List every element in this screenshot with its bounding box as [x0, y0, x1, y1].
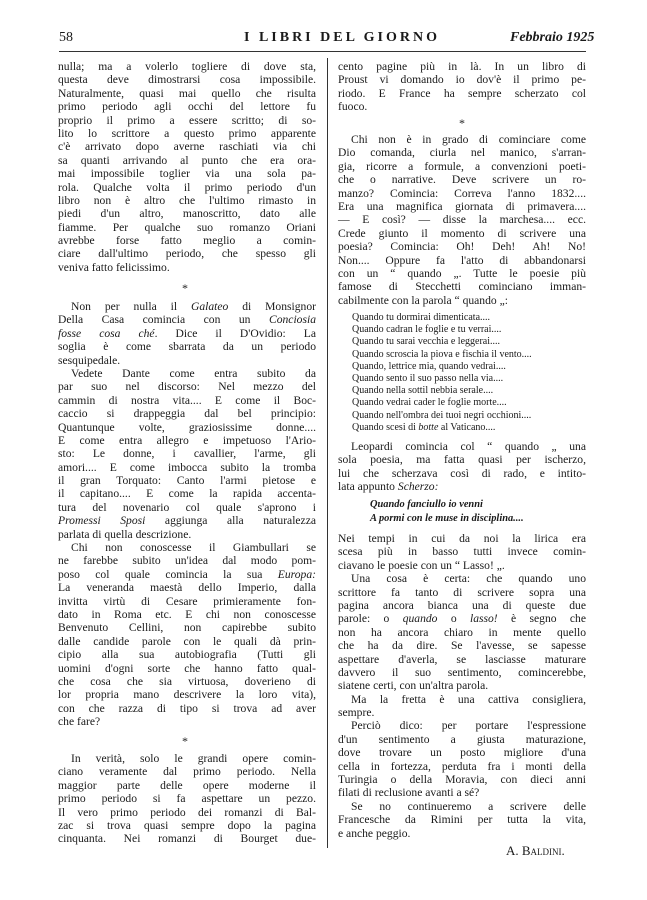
text-line	[58, 127, 316, 140]
text-run: caccio si drappeggia dal bel principio:	[58, 407, 316, 421]
text-line	[58, 434, 316, 447]
text-line	[338, 719, 586, 732]
text-line	[352, 410, 586, 422]
text-line	[338, 73, 586, 86]
text-run: scesa più in basso tutti invece comin-	[338, 545, 586, 559]
text-line	[58, 181, 316, 194]
text-line	[338, 467, 586, 480]
text-line	[58, 675, 316, 688]
text-run: Quando, lettrice mia, quando vedrai....	[352, 360, 506, 372]
text-run: con che razza di tipo si trova ad aver	[58, 701, 316, 715]
verse-quotation	[370, 498, 580, 525]
text-line	[58, 514, 316, 527]
paragraph-block	[58, 300, 316, 729]
text-line	[58, 702, 316, 715]
text-line	[338, 760, 586, 773]
text-line	[58, 621, 316, 634]
text-line	[338, 440, 586, 453]
text-line	[58, 792, 316, 805]
text-run: lor propria mano descrivere la loro vita),	[58, 688, 316, 702]
text-line	[338, 599, 586, 612]
text-run: tura del novenario col quale s'aprono i	[58, 500, 316, 514]
text-line	[58, 568, 316, 581]
paragraph-block	[338, 440, 586, 494]
text-run: che fare?	[58, 715, 101, 729]
text-line	[58, 487, 316, 500]
text-run: nulla; ma a volerlo togliere di dove sta,	[58, 60, 316, 73]
text-run: famose di Stecchetti cominciano imman-	[338, 280, 586, 294]
text-line	[58, 474, 316, 487]
text-run: questa deve dimostrarsi cosa impossibile.	[58, 73, 316, 87]
text-line	[352, 373, 586, 385]
paragraph-block	[338, 133, 586, 307]
text-run: gia, ricorre a formule, a convenzioni poeti-	[338, 159, 586, 173]
text-line	[338, 227, 586, 240]
text-line	[370, 498, 580, 512]
text-line	[58, 765, 316, 778]
text-line	[352, 385, 586, 397]
text-line	[58, 327, 316, 340]
text-line	[58, 140, 316, 153]
text-run: e anche peggio.	[338, 826, 411, 840]
text-run: piedi d'un altro, manoscritto, dato alle	[58, 207, 316, 221]
text-line	[338, 572, 586, 585]
text-line	[338, 612, 586, 625]
text-line	[58, 87, 316, 100]
text-run: sa quanti arrivando al punto che era ora-	[58, 153, 316, 167]
text-run: Chi non è in grado di cominciare come	[351, 133, 586, 146]
text-run: ciare dall'ultimo periodo, che spesso gli	[58, 247, 316, 261]
text-line	[58, 234, 316, 247]
text-run: Benvenuto Cellini, non capirebbe subito	[58, 621, 316, 635]
text-run: che o narrative. Deve scrivere un ro-	[338, 173, 586, 187]
text-run: cammin di nostra vita.... E come il Boc-	[58, 393, 316, 407]
text-run: maggior parte delle opere moderne il	[58, 778, 316, 792]
text-run: mai impossibile toglier via una sola pa-	[58, 167, 316, 181]
text-line	[338, 800, 586, 813]
italic-text: botte	[418, 421, 439, 433]
text-line	[338, 146, 586, 159]
text-run: manzo? Comincia: Correva l'anno 1832....	[338, 186, 586, 200]
text-line	[58, 154, 316, 167]
text-run: proprio il primo a essere scritto; di so-	[58, 113, 316, 127]
text-line	[338, 87, 586, 100]
text-line	[338, 813, 586, 826]
text-line	[338, 545, 586, 558]
text-line	[352, 324, 586, 336]
text-run: Quando fanciullo io venni	[370, 499, 483, 510]
text-line	[338, 746, 586, 759]
text-line	[338, 240, 586, 253]
text-run: E come entra allegro e impetuoso l'Ario-	[58, 433, 316, 447]
text-run: Crede giunto il momento di scrivere una	[338, 226, 586, 240]
text-run: aspettare d'averla, se lasciasse maturare	[338, 652, 586, 666]
text-run: al Vaticano....	[438, 421, 496, 433]
text-run: cipio alla sua autobiografia (Tutti gli	[58, 648, 316, 662]
text-line	[58, 60, 316, 73]
text-line	[58, 461, 316, 474]
text-line	[58, 752, 316, 765]
text-line	[338, 213, 586, 226]
text-run: . Dice il D'Ovidio: La	[154, 326, 317, 340]
text-run: A pormi con le muse in disciplina....	[370, 512, 524, 524]
text-run: pagina ancora bianca una di queste due	[338, 598, 586, 612]
text-line	[58, 247, 316, 260]
text-run: cabilmente con la parola “ quando „:	[338, 293, 508, 307]
text-line	[338, 254, 586, 267]
text-line	[338, 480, 586, 493]
text-line	[338, 639, 586, 652]
text-run: siatene certi, con un'altra parola.	[338, 679, 489, 693]
text-run: ciavano le poesie con un “ Lasso! „.	[338, 558, 505, 572]
text-line	[58, 313, 316, 326]
text-run: La veneranda maestà dello Imperio, dalla	[58, 581, 316, 595]
poem-quotation	[352, 312, 586, 434]
text-line	[58, 832, 316, 845]
text-line	[58, 554, 316, 567]
text-run: Naturalmente, quasi mai quello che risulta	[58, 86, 316, 100]
italic-text: Galateo	[190, 300, 229, 313]
text-line	[58, 367, 316, 380]
text-line	[352, 312, 586, 324]
text-run: Il vero primo periodo dei romanzi di Bal-	[58, 805, 316, 819]
text-line	[338, 706, 586, 719]
text-line	[338, 653, 586, 666]
text-line	[58, 715, 316, 728]
text-line	[338, 267, 586, 280]
text-run: lito lo scrittore a questo primo apparente	[58, 126, 316, 140]
text-line	[338, 586, 586, 599]
text-line	[338, 733, 586, 746]
text-run: zac si trova quasi sempre dopo la pagina	[58, 818, 316, 832]
text-run: Quantunque volte, graziosissime donne....	[58, 420, 316, 434]
text-line	[352, 422, 586, 434]
section-separator: *	[459, 116, 465, 130]
section-separator: *	[182, 281, 188, 295]
text-run: avrebbe forse fatto meglio a comin-	[58, 234, 316, 248]
text-run: o	[437, 612, 470, 626]
text-run: cella in fortezza, perduta fra i monti della	[338, 759, 586, 773]
text-line	[58, 635, 316, 648]
running-title: I LIBRI DEL GIORNO	[244, 30, 440, 45]
text-run: amori.... E come imbocca subito la tromba	[58, 460, 316, 474]
italic-text: Conciosia	[268, 313, 316, 327]
text-run: par suo nel discorso: Nel mezzo del	[58, 380, 316, 394]
text-run: sola poesia, ma fatta quasi per ischerzo,	[338, 453, 586, 467]
text-run: rola. Qualche volta il primo periodo d'un	[58, 180, 316, 194]
text-run: dalle candide parole con le quali dà prin-	[58, 634, 316, 648]
text-run: riodo. E France ha sempre scherzato col	[338, 86, 586, 100]
text-line	[58, 194, 316, 207]
paragraph-block	[338, 60, 586, 114]
text-run: lui che scherzava così di rado, e intito-	[338, 466, 586, 480]
text-run: filati di reclusione avanti a sé?	[338, 786, 480, 800]
text-run: Non.... Oppure fa l'atto di abbandonarsi	[338, 253, 586, 267]
italic-text: Scherzo:	[397, 480, 439, 494]
text-run: Quando nella sottil nebbia serale....	[352, 385, 494, 397]
text-line	[58, 207, 316, 220]
text-line	[338, 187, 586, 200]
text-run: Non per nulla il	[71, 300, 191, 313]
text-run: invitta virtù di Cesare primieramente fon-	[58, 594, 316, 608]
text-run: Ma la fretta è una cattiva consigliera,	[351, 692, 586, 706]
text-run: Proust vi domando io dov'è il primo pe-	[338, 73, 586, 87]
italic-text: fosse cosa ché	[58, 326, 155, 340]
text-run: cinquanta. Nei romanzi di Bourget due-	[58, 832, 316, 846]
text-line	[58, 261, 316, 274]
italic-text: quando	[402, 612, 438, 626]
text-run: Turingia o della Moravia, con dieci anni	[338, 773, 586, 787]
text-run: Leopardi comincia col “ quando „ una	[351, 440, 586, 453]
text-line	[58, 354, 316, 367]
text-line	[338, 532, 586, 545]
text-run: In verità, solo le grandi opere comin-	[71, 752, 316, 765]
text-run: sto: Le donne, i cavallier, l'arme, gli	[58, 447, 316, 461]
text-run: lata appunto	[338, 480, 398, 494]
italic-text: lasso!	[469, 612, 498, 626]
text-line	[58, 447, 316, 460]
text-line	[58, 167, 316, 180]
text-run: Quando nell'ombra dei tuoi negri occhioni....	[352, 409, 532, 421]
text-line	[58, 73, 316, 86]
text-line	[58, 528, 316, 541]
issue-date: Febbraio 1925	[510, 30, 595, 45]
text-line	[58, 394, 316, 407]
italic-text: Europa:	[277, 567, 316, 581]
text-line	[58, 300, 316, 313]
text-run: cento pagine più in là. In un libro di	[338, 60, 586, 73]
text-run: parlata di quella descrizione.	[58, 527, 192, 541]
paragraph-block	[58, 60, 316, 274]
text-line	[338, 666, 586, 679]
text-line	[58, 648, 316, 661]
text-run: Quando tu sarai vecchia e leggerai....	[352, 336, 500, 348]
text-run: soglia è come sbarrata da un periodo	[58, 340, 316, 354]
text-run: non ha ancora chiaro in mente quello	[338, 625, 586, 639]
text-line	[58, 501, 316, 514]
text-run: con un “ quando „. Tutte le poesie più	[338, 266, 586, 280]
text-line	[58, 114, 316, 127]
text-line	[58, 100, 316, 113]
text-line	[58, 407, 316, 420]
text-run: ciano veramente dal primo periodo. Nella	[58, 765, 316, 779]
text-run: dove trovare un posto migliore d'una	[338, 746, 586, 760]
text-line	[338, 559, 586, 572]
text-run: Perciò dico: per portare l'espressione	[351, 719, 586, 733]
text-run: parole: o	[338, 612, 403, 626]
text-run: Quando sento il suo passo nella via....	[352, 372, 504, 384]
author-signature: A. Baldini.	[506, 843, 565, 858]
text-run: Una cosa è certa: che quando uno	[351, 572, 586, 586]
italic-text: Promessi Sposi	[58, 514, 146, 528]
text-run: Francesche da Rimini per tutta la vita,	[338, 813, 586, 827]
text-line	[370, 512, 580, 526]
text-run: — E così? — disse la marchesa.... ecc.	[338, 213, 586, 227]
text-run: Chi non conoscesse il Giambullari se	[71, 541, 316, 555]
text-line	[338, 294, 586, 307]
text-run: fiamme. Per qualche suo romanzo Oriani	[58, 220, 316, 234]
text-run: Quando vedrai cader le foglie morte....	[352, 397, 507, 409]
text-run: Dio comanda, ciurla nel manico, s'arran-	[338, 146, 586, 160]
paragraph-block	[58, 752, 316, 846]
text-line	[58, 608, 316, 621]
text-run: Quando tu dormirai dimenticata....	[352, 312, 491, 323]
text-run: Della Casa comincia con un	[58, 313, 269, 327]
text-line	[338, 160, 586, 173]
text-line	[338, 173, 586, 186]
text-line	[352, 349, 586, 361]
text-run: aggiunga alla naturalezza	[145, 514, 316, 528]
text-run: ne farebbe subito un'idea dal modo pom-	[58, 554, 316, 568]
text-run: Quando cadran le foglie e tu verrai....	[352, 324, 502, 336]
column-divider	[327, 58, 328, 848]
text-line	[58, 779, 316, 792]
text-run: che ha da dire. Se l'avesse, se sapesse	[338, 639, 586, 653]
section-separator: *	[182, 734, 188, 748]
text-run: davvero il suo sentimento, comincerebbe,	[338, 665, 586, 679]
text-run: Nei tempi in cui da noi la lirica era	[338, 532, 586, 545]
text-line	[58, 421, 316, 434]
text-line	[58, 581, 316, 594]
text-line	[338, 773, 586, 786]
text-line	[352, 361, 586, 373]
text-run: Era una magnifica giornata di primavera....	[338, 199, 586, 213]
text-run: sempre.	[338, 706, 375, 720]
text-line	[338, 626, 586, 639]
text-run: uomini d'ogni sorte che hanno fatto qual-	[58, 661, 316, 675]
text-run: è segno che	[497, 612, 586, 626]
text-line	[352, 336, 586, 348]
text-run: il gran Torquato: Canto l'armi pietose e	[58, 474, 316, 488]
text-run: che cosa che sia virtuosa, doverieno di	[58, 674, 316, 688]
text-run: Vedete Dante come entra subito da	[71, 366, 316, 380]
text-line	[58, 380, 316, 393]
text-run: dato in Roma etc. E chi non conoscesse	[58, 607, 316, 621]
text-run: c'è arrivato dopo averne raschiati via chi	[58, 140, 316, 154]
text-line	[58, 541, 316, 554]
text-line	[338, 200, 586, 213]
text-run: Quando scroscia la piova e fischia il vento....	[352, 348, 532, 360]
text-run: Quando scesi di	[352, 421, 419, 433]
text-run: il capitano.... E come la rapida accenta-	[58, 487, 316, 501]
text-line	[338, 786, 586, 799]
text-line	[58, 662, 316, 675]
text-line	[338, 693, 586, 706]
text-line	[58, 340, 316, 353]
text-line	[58, 688, 316, 701]
text-run: Se no continueremo a scrivere delle	[351, 799, 586, 813]
text-line	[352, 397, 586, 409]
text-run: veniva fatto felicissimo.	[58, 260, 170, 274]
text-run: primo periodo agli occhi del lettore fu	[58, 100, 316, 114]
text-line	[338, 453, 586, 466]
text-line	[338, 133, 586, 146]
text-line	[338, 60, 586, 73]
text-run: fuoco.	[338, 100, 368, 114]
header-rule	[59, 51, 586, 52]
text-run: poso col quale comincia la sua	[58, 567, 278, 581]
page-number: 58	[59, 30, 73, 45]
text-run: di Monsignor	[228, 300, 316, 313]
text-run: libro non è altro che l'ultimo rimasto in	[58, 193, 316, 207]
text-line	[338, 827, 586, 840]
text-line	[58, 595, 316, 608]
text-line	[58, 221, 316, 234]
text-run: d'un sentimento a giusta maturazione,	[338, 732, 586, 746]
paragraph-block	[338, 532, 586, 840]
text-line	[338, 280, 586, 293]
text-line	[58, 819, 316, 832]
text-line	[338, 679, 586, 692]
text-run: scrittore fa tanto di scrivere sopra una	[338, 585, 586, 599]
text-run: primo periodo si fa aspettare un pezzo.	[58, 792, 316, 806]
text-run: poesia? Comincia: Oh! Deh! Ah! No!	[338, 240, 586, 254]
text-line	[338, 100, 586, 113]
text-run: sesquipedale.	[58, 353, 121, 367]
text-line	[58, 806, 316, 819]
